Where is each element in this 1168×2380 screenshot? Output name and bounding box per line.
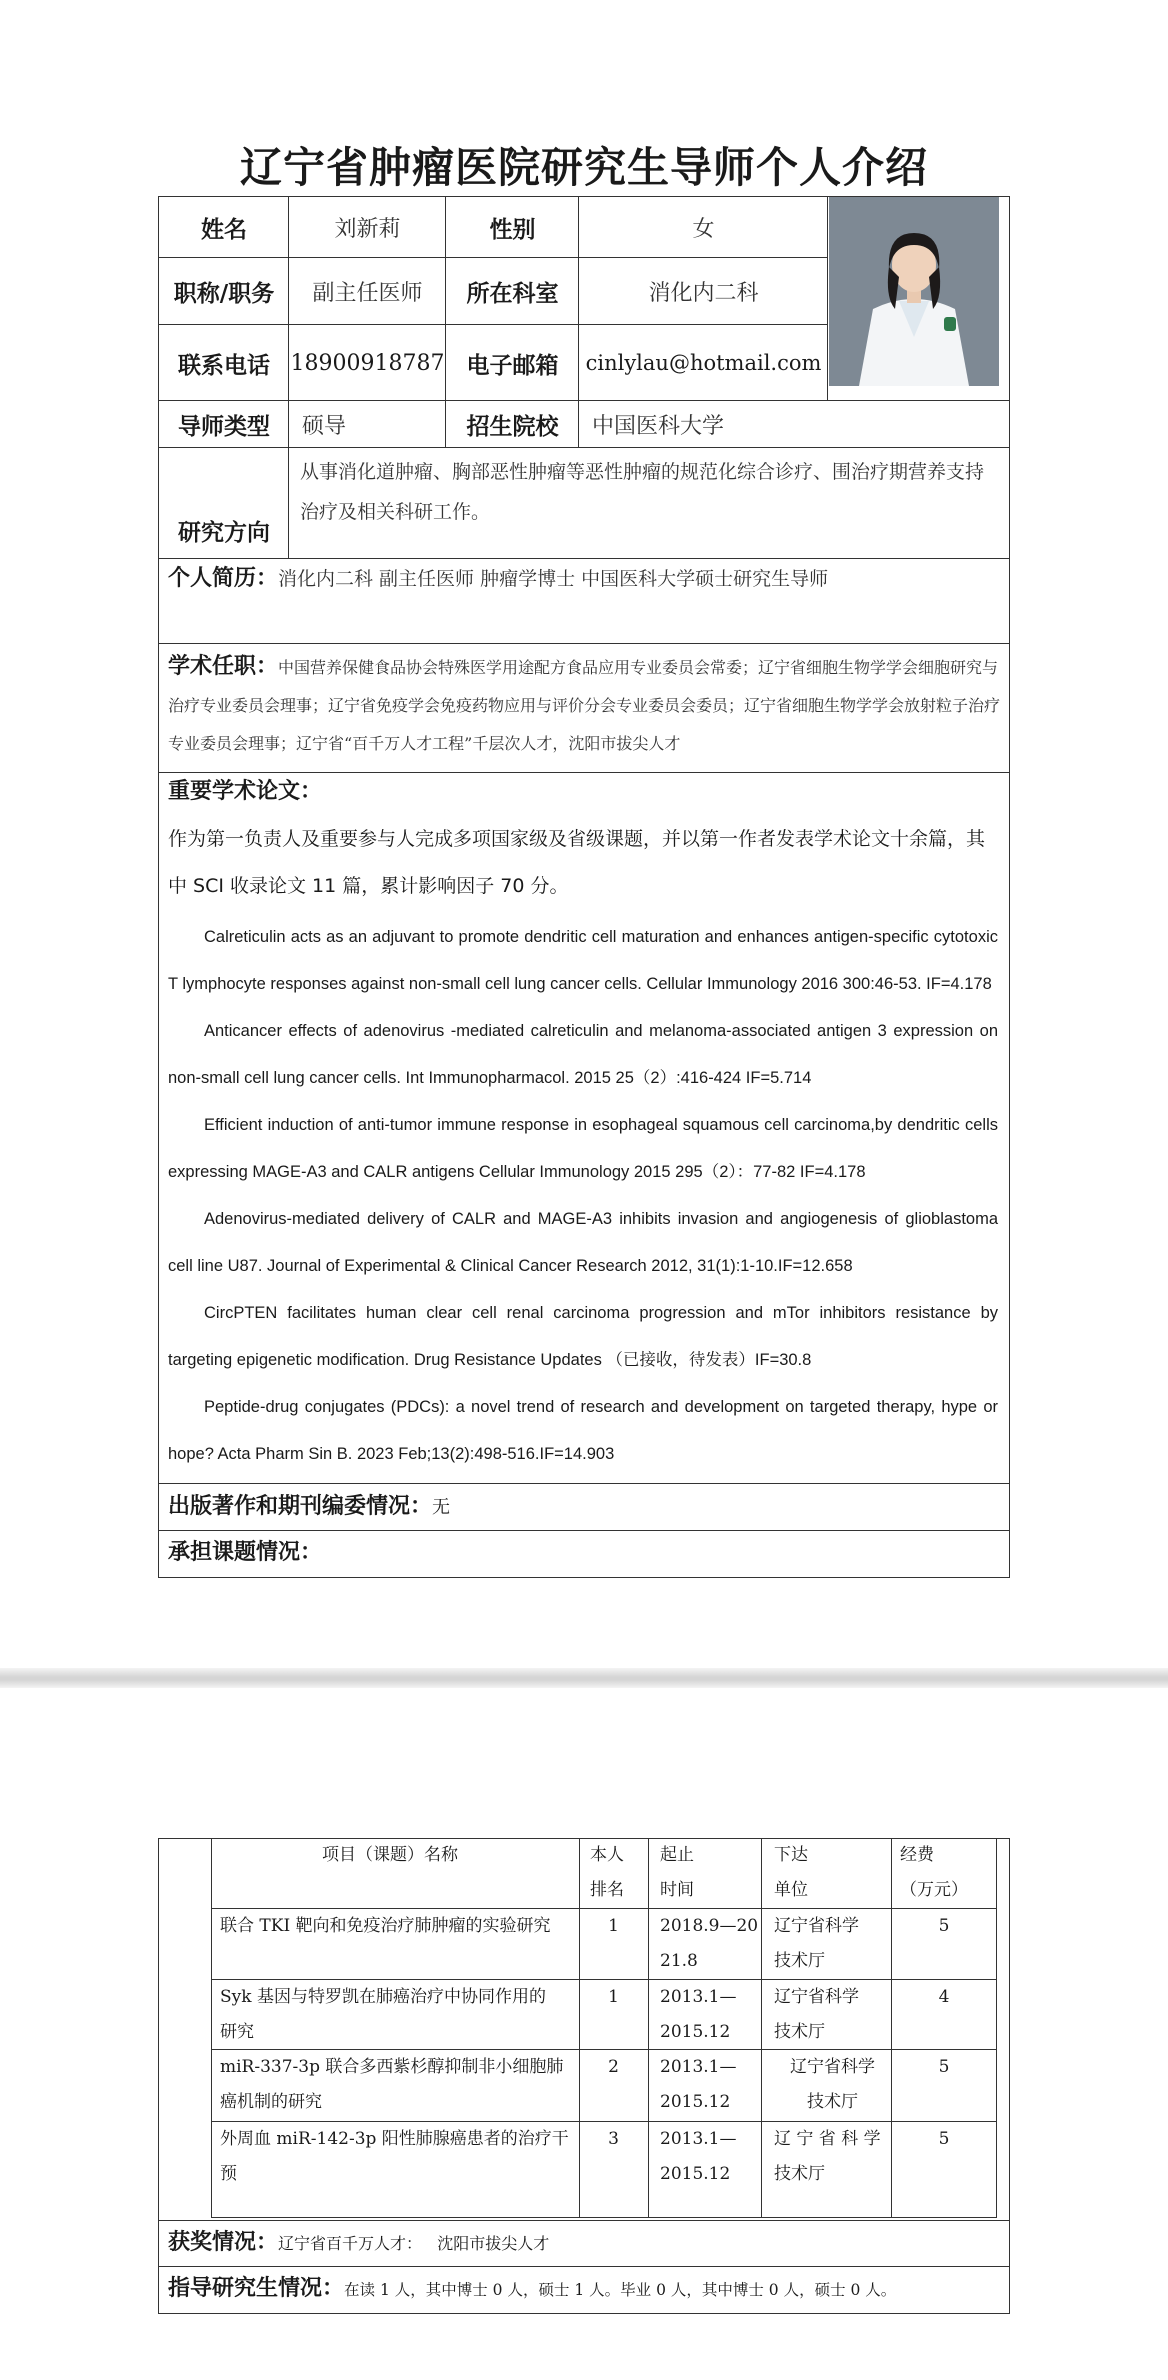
project-name: 外周血 miR-142-3p 阳性肺腺癌患者的治疗干 [220,2129,569,2149]
project-unit: 辽宁省科学 技术厅 [774,1987,859,2042]
row-line [158,772,1010,773]
portrait-image [829,197,999,386]
phone-value: 18900918787 [290,350,445,376]
paper-item: Peptide-drug conjugates (PDCs): a novel trend of research and development on targeted therapy, hype or hope? Acta Pharm Sin B. 2023 Feb;13(2):498-516.IF=14.903 [168,1398,998,1463]
academic-text: 中国营养保健食品协会特殊医学用途配方食品应用专业委员会常委；辽宁省细胞生物学学会细胞研究与治疗专业委员会理事；辽宁省免疫学会免疫药物应用与评价分会专业委员会委员；辽宁省细胞生物学学会放射粒子治疗专业委员会理事；辽宁省“百千万人才工程”千层次人才，沈阳市拔尖人才 [168,658,1001,753]
papers-label: 重要学术论文： [168,779,323,804]
academic-label: 学术任职： [168,654,279,679]
project-time: 2013.1— 2015.12 [660,2129,737,2184]
books-section [168,1489,998,1526]
row-line [158,1483,1010,1484]
academic-section [168,648,1000,763]
project-fund: 5 [938,2129,950,2149]
project-time: 2018.9—20 21.8 [660,1916,759,1971]
students-section [168,2271,1003,2308]
project-time: 2013.1— 2015.12 [660,2057,737,2112]
research-label: 研究方向 [178,519,270,546]
project-unit: 辽 宁 省 科 学 技术厅 [774,2129,881,2184]
paper-item: Calreticulin acts as an adjuvant to promote dendritic cell maturation and enhances antigen-specific cytotoxic T lymphocyte responses against non-small cell lung cancer cells. Cellular Immunology 2016 300:46-53. IF=4.178 [168,928,998,993]
dept-label: 所在科室 [466,281,559,307]
project-unit: 辽宁省科学 技术厅 [774,1916,859,1971]
row-line [158,447,1010,448]
col-line [761,1838,762,2218]
doctor-photo [829,197,999,386]
project-fund: 5 [938,1916,950,1936]
col-line [827,196,828,400]
project-rank: 2 [608,2057,619,2077]
paper-item: Efficient induction of anti-tumor immune response in esophageal squamous cell carcinoma,by dendritic cells expressing MAGE-A3 and CALR antigens Cellular Immunology 2015 295（2）：77-82 IF=4.178 [168,1116,998,1181]
resume-label: 个人简历： [168,566,279,591]
awards-text: 辽宁省百千万人才： 沈阳市拔尖人才 [278,2234,550,2253]
project-name: Syk 基因与特罗凯在肺癌治疗中协同作用的 [220,1987,546,2007]
type-label: 导师类型 [178,414,270,440]
students-text: 在读 1 人，其中博士 0 人，硕士 1 人。毕业 0 人，其中博士 0 人，硕士 0 人。 [344,2281,897,2299]
gender-value: 女 [692,217,715,242]
document-page-2 [0,1688,1168,2380]
table-row [220,2050,575,2120]
row-line [158,2266,1010,2267]
project-rank: 3 [608,2129,619,2149]
email-label: 电子邮箱 [466,352,559,379]
project-header-fund: 经费 （万元） [900,1845,968,1900]
gender-label: 性别 [489,217,536,243]
project-time: 2013.1— 2015.12 [660,1987,737,2042]
project-rank: 1 [608,1987,619,2007]
students-label: 指导研究生情况： [168,2276,345,2301]
phone-label: 联系电话 [178,352,270,379]
row-line [158,1530,1010,1531]
page-separator [0,1668,1168,1688]
paper-item: CircPTEN facilitates human clear cell renal carcinoma progression and mTor inhibitors resistance by targeting epigenetic modification. Drug Resistance Updates （已接收，待发表）IF=30.8 [168,1304,998,1369]
project-name: 预 [220,2164,237,2184]
awards-section [168,2225,998,2262]
resume-section [168,564,998,595]
row-line [158,2220,1010,2221]
project-name: miR-337-3p 联合多西紫杉醇抑制非小细胞肺 [220,2057,564,2077]
col-line [578,196,579,447]
table-row [220,1980,575,2050]
col-line [445,196,446,400]
dept-value: 消化内二科 [648,281,759,306]
name-value: 刘新莉 [334,217,401,242]
table-row [220,1909,575,1944]
projects-label: 承担课题情况： [168,1540,323,1565]
col-line [288,196,289,558]
document-title: 辽宁省肿瘤医院研究生导师个人介绍 [239,143,928,192]
project-name: 癌机制的研究 [220,2092,322,2112]
project-fund: 5 [938,2057,950,2077]
project-header-rank: 本人 排名 [590,1845,624,1900]
school-label: 招生院校 [466,414,559,440]
books-text: 无 [432,1497,451,1518]
paper-item: Anticancer effects of adenovirus -mediated calreticulin and melanoma-associated antigen 3 expression on non-small cell lung cancer cells. Int Immunopharmacol. 2015 25（2）:416-424 IF=5.714 [168,1022,998,1087]
project-header-name: 项目（课题）名称 [322,1845,458,1865]
row-line [158,400,1010,401]
email-value: cinlylau@hotmail.com [585,351,822,375]
table-row [220,2122,575,2192]
project-name: 研究 [220,2022,254,2042]
name-label: 姓名 [201,217,247,243]
project-fund: 4 [938,1987,950,2007]
project-unit: 辽宁省科学 技术厅 [790,2057,875,2112]
col-line [648,1838,649,2218]
books-label: 出版著作和期刊编委情况： [168,1494,433,1519]
row-line [158,257,828,258]
awards-label: 获奖情况： [168,2230,279,2255]
row-line [158,558,1010,559]
col-line [579,1838,580,2218]
papers-summary: 作为第一负责人及重要参与人完成多项国家级及省级课题，并以第一作者发表学术论文十余篇，其中 SCI 收录论文 11 篇，累计影响因子 70 分。 [168,828,986,897]
resume-text: 消化内二科 副主任医师 肿瘤学博士 中国医科大学硕士研究生导师 [278,568,829,590]
project-header-time: 起止 时间 [660,1845,694,1900]
col-line [891,1838,892,2218]
project-header-unit: 下达 单位 [774,1845,808,1900]
project-name: 联合 TKI 靶向和免疫治疗肺肿瘤的实验研究 [220,1916,551,1936]
type-value: 硕导 [302,414,347,439]
research-text: 从事消化道肿瘤、胸部恶性肿瘤等恶性肿瘤的规范化综合诊疗、围治疗期营养支持治疗及相关科研工作。 [300,461,985,523]
row-line [158,324,828,325]
school-value: 中国医科大学 [592,414,725,439]
title-value: 副主任医师 [312,281,423,306]
row-line [158,643,1010,644]
paper-item: Adenovirus-mediated delivery of CALR and MAGE-A3 inhibits invasion and angiogenesis of glioblastoma cell line U87. Journal of Experimental & Clinical Cancer Research 2012, 31(1):1-10.IF=12.658 [168,1210,998,1275]
col-line [445,400,446,447]
title-label: 职称/职务 [173,281,275,307]
project-rank: 1 [608,1916,619,1936]
